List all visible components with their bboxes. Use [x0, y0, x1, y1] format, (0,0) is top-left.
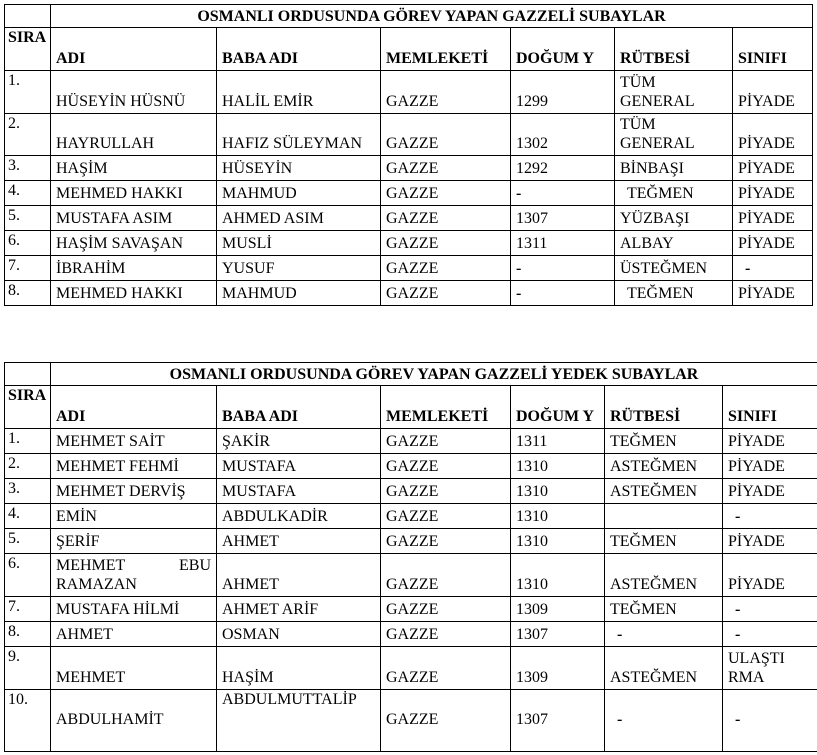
row-number: 2.: [5, 114, 51, 156]
cell-sinifi: ULAŞTIRMA: [723, 647, 817, 690]
cell-adi: İBRAHİM: [51, 256, 217, 281]
table-row: [5, 231, 813, 256]
table-row: [5, 690, 817, 752]
row-number: 5.: [5, 206, 51, 231]
cell-baba-adi: ŞAKİR: [217, 429, 381, 454]
table2-corner-cell: [5, 363, 51, 386]
row-number: 9.: [5, 647, 51, 690]
table-row: [5, 156, 813, 181]
cell-rutbesi: ASTEĞMEN: [605, 454, 723, 479]
cell-baba-adi: HAFIZ SÜLEYMAN: [217, 114, 381, 156]
header-adi: ADI: [51, 28, 217, 71]
cell-rutbesi: TÜM GENERAL: [615, 114, 733, 156]
row-number: 3.: [5, 479, 51, 504]
cell-adi: AHMET: [51, 622, 217, 647]
cell-dogum-yili: 1310: [511, 504, 605, 529]
cell-rutbesi: TEĞMEN: [615, 281, 733, 306]
cell-memleketi: GAZZE: [381, 529, 511, 554]
cell-rutbesi: TEĞMEN: [605, 529, 723, 554]
cell-adi: MEHMED HAKKI: [51, 281, 217, 306]
cell-adi: MUSTAFA HİLMİ: [51, 597, 217, 622]
gazzeli-yedek-subaylar-table: [4, 362, 817, 752]
cell-memleketi: GAZZE: [381, 429, 511, 454]
cell-baba-adi: AHMET: [217, 554, 381, 597]
row-number: 6.: [5, 554, 51, 597]
table1-title: OSMANLI ORDUSUNDA GÖREV YAPAN GAZZELİ SUBAYLAR: [51, 5, 813, 28]
cell-rutbesi: TEĞMEN: [615, 181, 733, 206]
cell-dogum-yili: -: [511, 181, 615, 206]
cell-baba-adi: ABDULMUTTALİP: [217, 690, 381, 752]
cell-sinifi: -: [723, 690, 817, 752]
cell-memleketi: GAZZE: [381, 156, 511, 181]
table2-body: [5, 363, 817, 752]
cell-rutbesi: [605, 504, 723, 529]
cell-adi: ŞERİF: [51, 529, 217, 554]
header-dogum-yili: DOĞUM Y: [511, 386, 605, 429]
cell-sinifi: PİYADE: [723, 554, 817, 597]
header-sinifi: SINIFI: [733, 28, 813, 71]
header-rutbesi: RÜTBESİ: [615, 28, 733, 71]
table-row: [5, 454, 817, 479]
cell-baba-adi: YUSUF: [217, 256, 381, 281]
table-row: [5, 114, 813, 156]
cell-sinifi: -: [733, 256, 813, 281]
cell-rutbesi: BİNBAŞI: [615, 156, 733, 181]
row-number: 1.: [5, 71, 51, 114]
table1-body: [5, 5, 813, 306]
cell-rutbesi: TEĞMEN: [605, 597, 723, 622]
cell-baba-adi: AHMET ARİF: [217, 597, 381, 622]
header-rutbesi: RÜTBESİ: [605, 386, 723, 429]
header-adi: ADI: [51, 386, 217, 429]
cell-adi: HAŞİM SAVAŞAN: [51, 231, 217, 256]
cell-adi: MUSTAFA ASIM: [51, 206, 217, 231]
cell-rutbesi: ÜSTEĞMEN: [615, 256, 733, 281]
cell-memleketi: GAZZE: [381, 231, 511, 256]
table1-corner-cell: [5, 5, 51, 28]
table-row: [5, 256, 813, 281]
table-row: [5, 647, 817, 690]
cell-memleketi: GAZZE: [381, 597, 511, 622]
cell-memleketi: GAZZE: [381, 504, 511, 529]
table-row: [5, 206, 813, 231]
cell-sinifi: PİYADE: [723, 529, 817, 554]
cell-memleketi: GAZZE: [381, 454, 511, 479]
cell-baba-adi: HALİL EMİR: [217, 71, 381, 114]
table-row: [5, 181, 813, 206]
cell-baba-adi: AHMET: [217, 529, 381, 554]
row-number: 8.: [5, 281, 51, 306]
cell-adi: MEHMET FEHMİ: [51, 454, 217, 479]
cell-rutbesi: ASTEĞMEN: [605, 479, 723, 504]
cell-adi: HAŞİM: [51, 156, 217, 181]
table-row: [5, 554, 817, 597]
cell-dogum-yili: 1307: [511, 622, 605, 647]
cell-adi: MEHMET EBU RAMAZAN: [51, 554, 217, 597]
cell-memleketi: GAZZE: [381, 71, 511, 114]
table-row: [5, 429, 817, 454]
header-memleketi: MEMLEKETİ: [381, 386, 511, 429]
header-sira: SIRA: [5, 386, 51, 429]
cell-adi: MEHMED HAKKI: [51, 181, 217, 206]
cell-rutbesi: YÜZBAŞI: [615, 206, 733, 231]
table-row: [5, 479, 817, 504]
cell-memleketi: GAZZE: [381, 281, 511, 306]
cell-baba-adi: MUSTAFA: [217, 479, 381, 504]
cell-baba-adi: ABDULKADİR: [217, 504, 381, 529]
cell-baba-adi: HÜSEYİN: [217, 156, 381, 181]
cell-dogum-yili: 1310: [511, 454, 605, 479]
cell-dogum-yili: 1299: [511, 71, 615, 114]
cell-rutbesi: -: [605, 622, 723, 647]
row-number: 7.: [5, 256, 51, 281]
row-number: 5.: [5, 529, 51, 554]
cell-dogum-yili: 1302: [511, 114, 615, 156]
table-row: [5, 504, 817, 529]
row-number: 4.: [5, 181, 51, 206]
cell-sinifi: PİYADE: [733, 156, 813, 181]
cell-baba-adi: AHMED ASIM: [217, 206, 381, 231]
cell-rutbesi: TÜM GENERAL: [615, 71, 733, 114]
cell-adi: MEHMET DERVİŞ: [51, 479, 217, 504]
cell-baba-adi: MAHMUD: [217, 181, 381, 206]
cell-sinifi: PİYADE: [723, 429, 817, 454]
cell-adi: MEHMET SAİT: [51, 429, 217, 454]
cell-memleketi: GAZZE: [381, 206, 511, 231]
cell-baba-adi: HAŞİM: [217, 647, 381, 690]
header-baba-adi: BABA ADI: [217, 386, 381, 429]
cell-rutbesi: ASTEĞMEN: [605, 647, 723, 690]
cell-dogum-yili: 1310: [511, 529, 605, 554]
cell-sinifi: PİYADE: [733, 114, 813, 156]
cell-dogum-yili: 1309: [511, 597, 605, 622]
cell-sinifi: PİYADE: [733, 71, 813, 114]
cell-dogum-yili: 1307: [511, 206, 615, 231]
cell-memleketi: GAZZE: [381, 181, 511, 206]
cell-memleketi: GAZZE: [381, 690, 511, 752]
cell-memleketi: GAZZE: [381, 622, 511, 647]
table-row: [5, 281, 813, 306]
row-number: 4.: [5, 504, 51, 529]
cell-sinifi: PİYADE: [733, 206, 813, 231]
table-row: [5, 597, 817, 622]
cell-dogum-yili: 1310: [511, 554, 605, 597]
header-dogum-yili: DOĞUM Y: [511, 28, 615, 71]
cell-sinifi: -: [723, 597, 817, 622]
cell-memleketi: GAZZE: [381, 479, 511, 504]
cell-memleketi: GAZZE: [381, 114, 511, 156]
row-number: 2.: [5, 454, 51, 479]
cell-memleketi: GAZZE: [381, 647, 511, 690]
table2-header-row: [5, 386, 817, 429]
cell-sinifi: PİYADE: [723, 479, 817, 504]
cell-adi: EMİN: [51, 504, 217, 529]
table-row: [5, 622, 817, 647]
cell-rutbesi: ALBAY: [615, 231, 733, 256]
cell-sinifi: PİYADE: [733, 231, 813, 256]
row-number: 8.: [5, 622, 51, 647]
cell-memleketi: GAZZE: [381, 554, 511, 597]
cell-dogum-yili: 1309: [511, 647, 605, 690]
cell-sinifi: PİYADE: [733, 181, 813, 206]
cell-rutbesi: -: [605, 690, 723, 752]
cell-sinifi: PİYADE: [723, 454, 817, 479]
cell-rutbesi: ASTEĞMEN: [605, 554, 723, 597]
header-sinifi: SINIFI: [723, 386, 817, 429]
header-baba-adi: BABA ADI: [217, 28, 381, 71]
cell-adi: MEHMET: [51, 647, 217, 690]
header-memleketi: MEMLEKETİ: [381, 28, 511, 71]
cell-baba-adi: MUSTAFA: [217, 454, 381, 479]
row-number: 3.: [5, 156, 51, 181]
table2-title: OSMANLI ORDUSUNDA GÖREV YAPAN GAZZELİ YEDEK SUBAYLAR: [51, 363, 817, 386]
cell-sinifi: -: [723, 622, 817, 647]
header-sira: SIRA: [5, 28, 51, 71]
row-number: 7.: [5, 597, 51, 622]
cell-sinifi: PİYADE: [733, 281, 813, 306]
cell-rutbesi: TEĞMEN: [605, 429, 723, 454]
row-number: 1.: [5, 429, 51, 454]
cell-baba-adi: MUSLİ: [217, 231, 381, 256]
cell-dogum-yili: -: [511, 256, 615, 281]
gazzeli-subaylar-table: [4, 4, 813, 306]
cell-dogum-yili: 1311: [511, 231, 615, 256]
table1-header-row: [5, 28, 813, 71]
row-number: 6.: [5, 231, 51, 256]
cell-dogum-yili: 1311: [511, 429, 605, 454]
cell-dogum-yili: 1310: [511, 479, 605, 504]
cell-dogum-yili: -: [511, 281, 615, 306]
cell-baba-adi: OSMAN: [217, 622, 381, 647]
cell-sinifi: -: [723, 504, 817, 529]
cell-dogum-yili: 1307: [511, 690, 605, 752]
table-row: [5, 529, 817, 554]
table-row: [5, 71, 813, 114]
cell-baba-adi: MAHMUD: [217, 281, 381, 306]
cell-adi: HÜSEYİN HÜSNÜ: [51, 71, 217, 114]
cell-adi: HAYRULLAH: [51, 114, 217, 156]
cell-dogum-yili: 1292: [511, 156, 615, 181]
cell-memleketi: GAZZE: [381, 256, 511, 281]
row-number: 10.: [5, 690, 51, 752]
cell-adi: ABDULHAMİT: [51, 690, 217, 752]
